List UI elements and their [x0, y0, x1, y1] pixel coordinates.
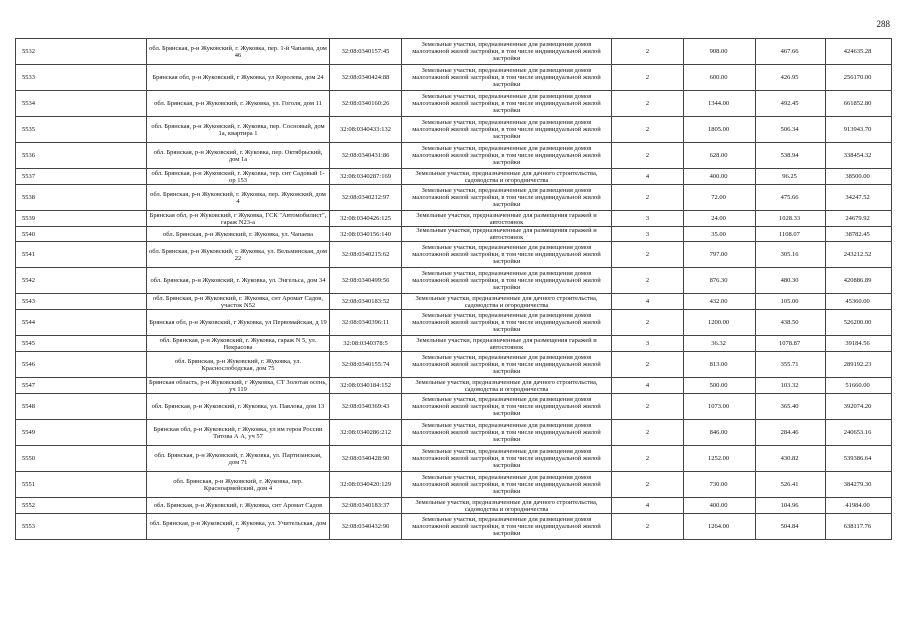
group-cell: 2 [612, 420, 684, 446]
area-cell: 72.00 [684, 185, 756, 211]
land-use-cell: Земельные участки, предназначенные для дачного строительства, садоводства и огородничества [402, 294, 612, 310]
table-row [16, 472, 892, 498]
table-row [16, 65, 892, 91]
area-cell: 400.00 [684, 498, 756, 514]
area-cell: 1073.00 [684, 394, 756, 420]
address-cell: обл. Брянская, р-н Жуковский, г. Жуковка, пер. Жуковский, дом 4 [147, 185, 330, 211]
cadastral-number-cell: 32:08:0340426:125 [330, 211, 402, 227]
rate-cell: 492.45 [756, 91, 826, 117]
rate-cell: 96.25 [756, 169, 826, 185]
group-cell: 2 [612, 39, 684, 65]
row-number-cell: 5542 [16, 268, 147, 294]
group-cell: 2 [612, 352, 684, 378]
cadastral-value-cell: 24679.92 [826, 211, 892, 227]
rate-cell: 504.84 [756, 514, 826, 540]
row-number-cell: 5544 [16, 310, 147, 336]
land-use-cell: Земельные участки, предназначенные для размещения домов малоэтажной жилой застройки, в том числе индивидуальной жилой застройки [402, 352, 612, 378]
group-cell: 4 [612, 169, 684, 185]
address-cell: Брянская обл, р-н Жуковский, г Жуковка, ул Королева, дом 24 [147, 65, 330, 91]
cadastral-value-cell: 38500.00 [826, 169, 892, 185]
land-use-cell: Земельные участки, предназначенные для размещения гаражей и автостоянок [402, 227, 612, 242]
table-row [16, 185, 892, 211]
group-cell: 4 [612, 498, 684, 514]
rate-cell: 305.16 [756, 242, 826, 268]
address-cell: обл. Брянская, р-н Жуковский, г. Жуковка, ул. Гоголя, дом 11 [147, 91, 330, 117]
table-row [16, 514, 892, 540]
land-use-cell: Земельные участки, предназначенные для размещения гаражей и автостоянок [402, 211, 612, 227]
address-cell: обл. Брянская, р-н Жуковский, г. Жуковка, ул. Вельминская, дом 22 [147, 242, 330, 268]
cadastral-number-cell: 32:08:0340431:86 [330, 143, 402, 169]
group-cell: 2 [612, 143, 684, 169]
land-plots-table [15, 38, 892, 540]
area-cell: 797.00 [684, 242, 756, 268]
cadastral-number-cell: 32:08:0340287:169 [330, 169, 402, 185]
table-row [16, 352, 892, 378]
table-row [16, 227, 892, 242]
row-number-cell: 5546 [16, 352, 147, 378]
rate-cell: 430.82 [756, 446, 826, 472]
cadastral-value-cell: 51660.00 [826, 378, 892, 394]
row-number-cell: 5553 [16, 514, 147, 540]
land-use-cell: Земельные участки, предназначенные для дачного строительства, садоводства и огородничества [402, 378, 612, 394]
rate-cell: 506.34 [756, 117, 826, 143]
rate-cell: 1108.07 [756, 227, 826, 242]
table-row [16, 420, 892, 446]
address-cell: обл. Брянская, р-н Жуковский, г. Жуковка, пер. Сосновый, дом 1а, квартира 1 [147, 117, 330, 143]
land-use-cell: Земельные участки, предназначенные для размещения домов малоэтажной жилой застройки, в том числе индивидуальной жилой застройки [402, 514, 612, 540]
cadastral-number-cell: 32:08:0340212:97 [330, 185, 402, 211]
rate-cell: 103.32 [756, 378, 826, 394]
table-row [16, 268, 892, 294]
cadastral-value-cell: 240653.16 [826, 420, 892, 446]
table-row [16, 378, 892, 394]
table-row [16, 294, 892, 310]
land-use-cell: Земельные участки, предназначенные для размещения домов малоэтажной жилой застройки, в том числе индивидуальной жилой застройки [402, 117, 612, 143]
row-number-cell: 5538 [16, 185, 147, 211]
land-use-cell: Земельные участки, предназначенные для размещения домов малоэтажной жилой застройки, в том числе индивидуальной жилой застройки [402, 242, 612, 268]
group-cell: 2 [612, 242, 684, 268]
table-row [16, 143, 892, 169]
cadastral-number-cell: 32:08:0340369:43 [330, 394, 402, 420]
area-cell: 600.00 [684, 65, 756, 91]
table-row [16, 310, 892, 336]
table-row [16, 336, 892, 352]
area-cell: 1805.00 [684, 117, 756, 143]
group-cell: 2 [612, 446, 684, 472]
cadastral-value-cell: 539386.64 [826, 446, 892, 472]
land-use-cell: Земельные участки, предназначенные для размещения гаражей и автостоянок [402, 336, 612, 352]
group-cell: 3 [612, 336, 684, 352]
address-cell: Брянская обл, р-н Жуковский, г Жуковка, ГСК "Автомобилист", гараж N23-а [147, 211, 330, 227]
row-number-cell: 5532 [16, 39, 147, 65]
address-cell: обл. Брянская, р-н Жуковский, г. Жуковка, снт Аромат Садов [147, 498, 330, 514]
rate-cell: 1078.87 [756, 336, 826, 352]
cadastral-number-cell: 32:08:0340184:152 [330, 378, 402, 394]
cadastral-value-cell: 338454.32 [826, 143, 892, 169]
table-row [16, 39, 892, 65]
address-cell: обл. Брянская, р-н Жуковский, г. Жуковка, пер. Красноармейский, дом 4 [147, 472, 330, 498]
row-number-cell: 5549 [16, 420, 147, 446]
area-cell: 813.00 [684, 352, 756, 378]
land-use-cell: Земельные участки, предназначенные для размещения домов малоэтажной жилой застройки, в том числе индивидуальной жилой застройки [402, 394, 612, 420]
cadastral-number-cell: 32:08:0340378:5 [330, 336, 402, 352]
cadastral-number-cell: 32:08:0340433:132 [330, 117, 402, 143]
land-use-cell: Земельные участки, предназначенные для размещения домов малоэтажной жилой застройки, в том числе индивидуальной жилой застройки [402, 446, 612, 472]
row-number-cell: 5548 [16, 394, 147, 420]
table-row [16, 446, 892, 472]
cadastral-number-cell: 32:08:0340420:129 [330, 472, 402, 498]
row-number-cell: 5545 [16, 336, 147, 352]
row-number-cell: 5552 [16, 498, 147, 514]
rate-cell: 355.71 [756, 352, 826, 378]
cadastral-number-cell: 32:08:0340396:11 [330, 310, 402, 336]
row-number-cell: 5540 [16, 227, 147, 242]
cadastral-number-cell: 32:08:0340155:74 [330, 352, 402, 378]
area-cell: 432.00 [684, 294, 756, 310]
address-cell: обл. Брянская, р-н Жуковский, г. Жуковка, пер. Октябрьский, дом 1а [147, 143, 330, 169]
rate-cell: 104.96 [756, 498, 826, 514]
address-cell: обл. Брянская, р-н Жуковский, г. Жуковка, гараж N 5, ул. Некрасова [147, 336, 330, 352]
group-cell: 4 [612, 294, 684, 310]
cadastral-number-cell: 32:08:0340424:88 [330, 65, 402, 91]
table-row [16, 498, 892, 514]
group-cell: 2 [612, 394, 684, 420]
area-cell: 35.00 [684, 227, 756, 242]
cadastral-number-cell: 32:08:0340499:56 [330, 268, 402, 294]
rate-cell: 467.66 [756, 39, 826, 65]
rate-cell: 284.46 [756, 420, 826, 446]
cadastral-number-cell: 32:08:0340160:26 [330, 91, 402, 117]
group-cell: 3 [612, 211, 684, 227]
row-number-cell: 5537 [16, 169, 147, 185]
address-cell: обл. Брянская, р-н Жуковский, г. Жуковка, ул. Чапаева [147, 227, 330, 242]
row-number-cell: 5551 [16, 472, 147, 498]
group-cell: 2 [612, 117, 684, 143]
land-use-cell: Земельные участки, предназначенные для размещения домов малоэтажной жилой застройки, в том числе индивидуальной жилой застройки [402, 91, 612, 117]
group-cell: 2 [612, 268, 684, 294]
area-cell: 1264.00 [684, 514, 756, 540]
table-row [16, 117, 892, 143]
row-number-cell: 5535 [16, 117, 147, 143]
land-use-cell: Земельные участки, предназначенные для размещения домов малоэтажной жилой застройки, в том числе индивидуальной жилой застройки [402, 185, 612, 211]
area-cell: 908.00 [684, 39, 756, 65]
address-cell: обл. Брянская, р-н Жуковский, г. Жуковка, ул. Учительская, дом 7 [147, 514, 330, 540]
group-cell: 2 [612, 91, 684, 117]
row-number-cell: 5534 [16, 91, 147, 117]
address-cell: обл. Брянская, р-н Жуковский, г. Жуковка, тер. снт Садовый 1-ор 153 [147, 169, 330, 185]
rate-cell: 538.94 [756, 143, 826, 169]
cadastral-number-cell: 32:08:0340183:37 [330, 498, 402, 514]
address-cell: обл. Брянская, р-н Жуковский, г. Жуковка, снт Аромат Садов, участок N52 [147, 294, 330, 310]
cadastral-number-cell: 32:08:0340157:45 [330, 39, 402, 65]
row-number-cell: 5539 [16, 211, 147, 227]
address-cell: обл. Брянская, р-н Жуковский, г. Жуковка, ул. Краснослободская, дом 75 [147, 352, 330, 378]
cadastral-value-cell: 41984.00 [826, 498, 892, 514]
area-cell: 24.00 [684, 211, 756, 227]
row-number-cell: 5533 [16, 65, 147, 91]
group-cell: 4 [612, 378, 684, 394]
group-cell: 3 [612, 227, 684, 242]
area-cell: 400.00 [684, 169, 756, 185]
cadastral-value-cell: 39184.56 [826, 336, 892, 352]
rate-cell: 365.40 [756, 394, 826, 420]
table-row [16, 242, 892, 268]
area-cell: 36.32 [684, 336, 756, 352]
land-use-cell: Земельные участки, предназначенные для размещения домов малоэтажной жилой застройки, в том числе индивидуальной жилой застройки [402, 65, 612, 91]
land-use-cell: Земельные участки, предназначенные для дачного строительства, садоводства и огородничества [402, 169, 612, 185]
land-use-cell: Земельные участки, предназначенные для дачного строительства, садоводства и огородничества [402, 498, 612, 514]
group-cell: 2 [612, 185, 684, 211]
cadastral-value-cell: 34247.52 [826, 185, 892, 211]
address-cell: Брянская обл, р-н Жуковский, г Жуковка, ул им героя России Титова А А, уч 57 [147, 420, 330, 446]
area-cell: 846.00 [684, 420, 756, 446]
rate-cell: 1028.33 [756, 211, 826, 227]
address-cell: обл. Брянская, р-н Жуковский, г. Жуковка, ул. Энгельса, дом 34 [147, 268, 330, 294]
cadastral-value-cell: 526200.00 [826, 310, 892, 336]
area-cell: 1344.00 [684, 91, 756, 117]
cadastral-number-cell: 32:08:0340183:52 [330, 294, 402, 310]
land-use-cell: Земельные участки, предназначенные для размещения домов малоэтажной жилой застройки, в том числе индивидуальной жилой застройки [402, 472, 612, 498]
address-cell: Брянская обл, р-н Жуковский, г Жуковка, ул Первомайская, д 19 [147, 310, 330, 336]
cadastral-number-cell: 32:08:0340156:140 [330, 227, 402, 242]
land-use-cell: Земельные участки, предназначенные для размещения домов малоэтажной жилой застройки, в том числе индивидуальной жилой застройки [402, 268, 612, 294]
cadastral-value-cell: 392074.20 [826, 394, 892, 420]
area-cell: 1200.00 [684, 310, 756, 336]
land-use-cell: Земельные участки, предназначенные для размещения домов малоэтажной жилой застройки, в том числе индивидуальной жилой застройки [402, 39, 612, 65]
cadastral-value-cell: 913943.70 [826, 117, 892, 143]
address-cell: обл. Брянская, р-н Жуковский, г. Жуковка, ул. Партизанская, дом 71 [147, 446, 330, 472]
page-number: 288 [876, 19, 890, 29]
row-number-cell: 5547 [16, 378, 147, 394]
cadastral-value-cell: 256170.00 [826, 65, 892, 91]
cadastral-value-cell: 420886.89 [826, 268, 892, 294]
cadastral-value-cell: 638117.76 [826, 514, 892, 540]
area-cell: 1252.00 [684, 446, 756, 472]
group-cell: 2 [612, 472, 684, 498]
area-cell: 500.00 [684, 378, 756, 394]
group-cell: 2 [612, 310, 684, 336]
row-number-cell: 5543 [16, 294, 147, 310]
land-use-cell: Земельные участки, предназначенные для размещения домов малоэтажной жилой застройки, в том числе индивидуальной жилой застройки [402, 310, 612, 336]
cadastral-value-cell: 424635.28 [826, 39, 892, 65]
cadastral-number-cell: 32:08:0340215:62 [330, 242, 402, 268]
land-use-cell: Земельные участки, предназначенные для размещения домов малоэтажной жилой застройки, в том числе индивидуальной жилой застройки [402, 420, 612, 446]
cadastral-value-cell: 661852.80 [826, 91, 892, 117]
cadastral-value-cell: 243212.52 [826, 242, 892, 268]
group-cell: 2 [612, 65, 684, 91]
area-cell: 628.00 [684, 143, 756, 169]
rate-cell: 475.66 [756, 185, 826, 211]
address-cell: Брянская область, р-н Жуковский, г Жуковка, СТ Золотая осень, уч 119 [147, 378, 330, 394]
rate-cell: 105.00 [756, 294, 826, 310]
cadastral-value-cell: 384279.30 [826, 472, 892, 498]
cadastral-number-cell: 32:08:0340432:90 [330, 514, 402, 540]
row-number-cell: 5550 [16, 446, 147, 472]
row-number-cell: 5536 [16, 143, 147, 169]
table-row [16, 211, 892, 227]
area-cell: 876.30 [684, 268, 756, 294]
table-row [16, 394, 892, 420]
row-number-cell: 5541 [16, 242, 147, 268]
cadastral-number-cell: 32:08:0340286:212 [330, 420, 402, 446]
cadastral-value-cell: 45360.00 [826, 294, 892, 310]
table-row [16, 91, 892, 117]
rate-cell: 426.95 [756, 65, 826, 91]
rate-cell: 526.41 [756, 472, 826, 498]
land-use-cell: Земельные участки, предназначенные для размещения домов малоэтажной жилой застройки, в том числе индивидуальной жилой застройки [402, 143, 612, 169]
table-row [16, 169, 892, 185]
address-cell: обл. Брянская, р-н Жуковский, г. Жуковка, пер. 1-й Чапаева, дом 46 [147, 39, 330, 65]
group-cell: 2 [612, 514, 684, 540]
cadastral-value-cell: 38782.45 [826, 227, 892, 242]
rate-cell: 480.30 [756, 268, 826, 294]
rate-cell: 438.50 [756, 310, 826, 336]
area-cell: 730.00 [684, 472, 756, 498]
cadastral-number-cell: 32:08:0340428:90 [330, 446, 402, 472]
cadastral-value-cell: 289192.23 [826, 352, 892, 378]
address-cell: обл. Брянская, р-н Жуковский, г. Жуковка, ул. Павлова, дом 13 [147, 394, 330, 420]
